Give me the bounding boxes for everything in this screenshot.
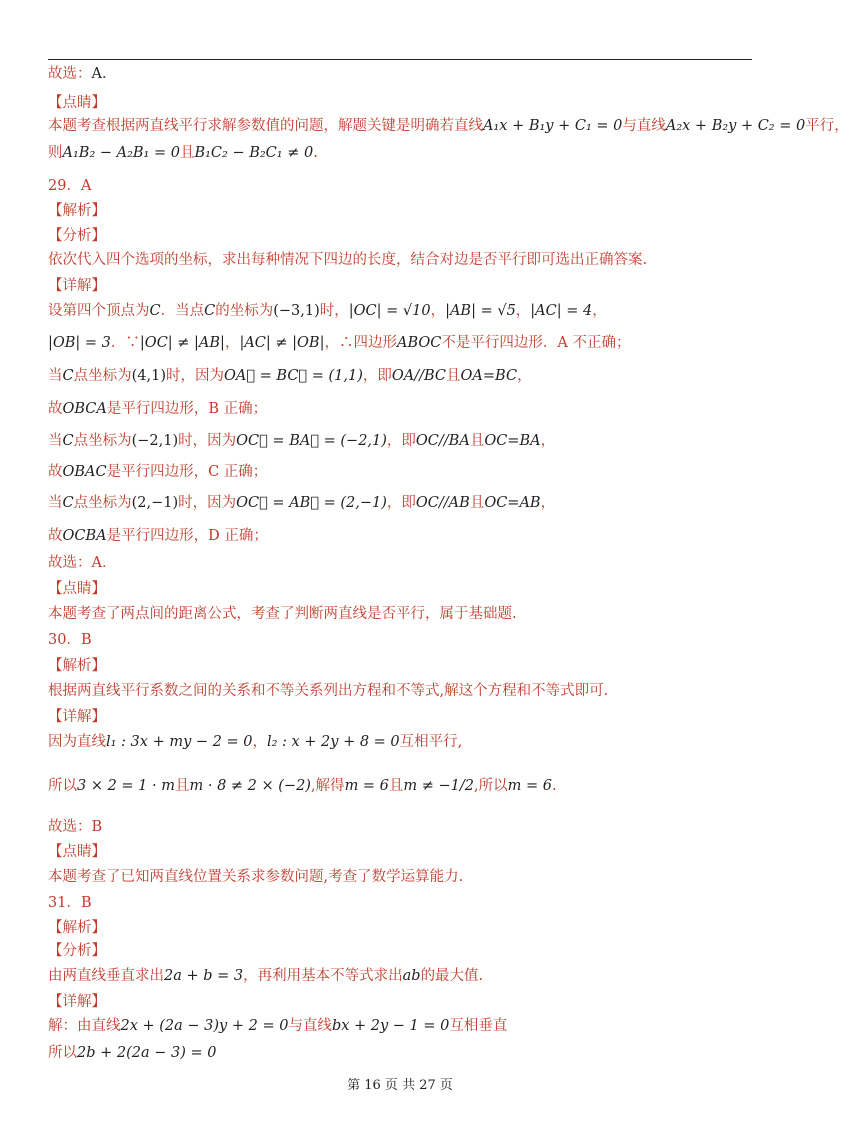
text-segment: 与直线 (288, 1018, 332, 1034)
math-expression: (4,1) (131, 368, 166, 384)
text-segment: 且 (175, 778, 190, 794)
math-expression: 3 × 2 = 1 · m (77, 778, 175, 794)
text-segment: 时，因为 (165, 368, 224, 384)
text-segment: 【点睛】 (48, 581, 106, 597)
math-expression: OC⃗ = BA⃗ = (−2,1) (236, 433, 387, 449)
math-expression: A₂x + B₂y + C₂ = 0 (665, 118, 806, 134)
text-segment: 所以 (48, 1045, 77, 1061)
page-footer: 第 16 页 共 27 页 (347, 1078, 453, 1093)
text-segment: 【详解】 (48, 994, 106, 1010)
math-expression: OC//AB (415, 495, 470, 511)
text-segment: 则 (48, 145, 63, 161)
text-line (48, 966, 483, 986)
text-segment: 的最大值. (420, 968, 484, 984)
text-segment: 【解析】 (48, 658, 106, 674)
text-segment: 故 (48, 528, 63, 544)
text-segment: 【详解】 (48, 709, 106, 725)
text-segment: 根据两直线平行系数之间的关系和不等关系列出方程和不等式,解这个方程和不等式即可. (48, 683, 609, 699)
text-line (48, 867, 463, 887)
math-expression: A₁x + B₁y + C₁ = 0 (483, 118, 623, 134)
text-segment: 是平行四边形，B 正确； (106, 401, 268, 417)
text-segment: 依次代入四个选项的坐标，求出每种情况下四边的长度，结合对边是否平行即可选出正确答案. (48, 252, 648, 268)
text-line (48, 842, 106, 862)
text-line (48, 1016, 507, 1036)
math-expression: C (149, 303, 161, 319)
text-line (48, 493, 555, 513)
text-line (48, 116, 849, 136)
text-segment: 由两直线垂直求出 (48, 968, 164, 984)
text-segment: 【分析】 (48, 943, 106, 959)
math-expression: OBCA (62, 401, 107, 417)
text-segment: ， (540, 495, 556, 511)
text-line (48, 681, 608, 701)
text-line (48, 817, 102, 837)
math-expression: |OC| ≠ |AB| (139, 335, 225, 351)
math-expression: (−3,1) (273, 303, 320, 319)
text-segment: ， (517, 368, 532, 384)
header-rule (48, 59, 752, 60)
math-expression: m · 8 ≠ 2 × (−2) (189, 778, 311, 794)
text-line (48, 399, 267, 419)
text-line (48, 526, 268, 546)
text-line (48, 732, 462, 752)
text-line (48, 992, 106, 1012)
math-expression: B₁C₂ − B₂C₁ ≠ 0 (194, 145, 314, 161)
math-expression: |OC| = √10 (348, 303, 431, 319)
text-line (48, 630, 92, 650)
text-segment: 【详解】 (48, 278, 106, 294)
text-segment: 点坐标为 (73, 495, 132, 511)
text-line (48, 333, 630, 353)
math-expression: OC//BA (415, 433, 470, 449)
text-segment: ，即 (386, 495, 416, 511)
math-expression: ABOC (396, 335, 442, 351)
text-segment: 当 (48, 368, 63, 384)
math-expression: OBAC (62, 464, 107, 480)
text-segment: 且 (469, 433, 485, 449)
text-segment: 的坐标为 (215, 303, 274, 319)
math-expression: C (62, 433, 74, 449)
math-expression: 2a + b = 3 (164, 968, 244, 984)
text-segment: ， (224, 335, 240, 351)
text-segment: 且 (179, 145, 195, 161)
text-segment: 设第四个顶点为 (48, 303, 150, 319)
text-line (48, 64, 116, 84)
text-line (48, 579, 106, 599)
text-segment: ，再利用基本不等式求出 (243, 968, 403, 984)
text-segment: 故 (48, 401, 63, 417)
text-line (48, 226, 106, 246)
text-segment: 当 (48, 495, 63, 511)
text-segment: 且 (388, 778, 404, 794)
text-line (48, 656, 106, 676)
text-segment: 是平行四边形，D 正确； (106, 528, 268, 544)
math-expression: OA//BC (391, 368, 447, 384)
math-expression: |AB| = √5 (445, 303, 516, 319)
text-line (48, 431, 555, 451)
text-segment: ，∴四边形 (324, 335, 397, 351)
math-expression: 2x + (2a − 3)y + 2 = 0 (120, 1018, 289, 1034)
text-segment: 时，因为 (178, 495, 237, 511)
text-line (48, 1043, 216, 1063)
math-expression: OA=BC (460, 368, 518, 384)
math-expression: (−2,1) (131, 433, 179, 449)
text-segment: 与直线 (622, 118, 666, 134)
text-segment: 故选：B (48, 819, 103, 835)
text-line (48, 604, 517, 624)
text-line (48, 776, 557, 796)
text-segment: 故选： (48, 66, 92, 82)
math-expression: m ≠ −1/2 (403, 778, 475, 794)
text-segment: 点坐标为 (73, 368, 132, 384)
math-expression: l₂ : x + 2y + 8 = 0 (266, 734, 400, 750)
text-segment: ，即 (362, 368, 392, 384)
text-segment: 31．B (48, 895, 92, 911)
math-expression: OC=BA (484, 433, 541, 449)
text-line (48, 366, 532, 386)
text-segment: 【解析】 (48, 203, 106, 219)
math-expression: C (204, 303, 216, 319)
text-segment: 本题考查了已知两直线位置关系求参数问题,考查了数学运算能力. (48, 869, 464, 885)
text-segment: ，即 (386, 433, 416, 449)
text-segment: 29．A (48, 178, 92, 194)
text-segment: 不是平行四边形．A 不正确； (441, 335, 631, 351)
text-segment: 当 (48, 433, 63, 449)
text-line (48, 918, 106, 938)
text-line (48, 93, 106, 113)
text-line (48, 250, 647, 270)
math-expression: C (62, 495, 74, 511)
math-expression: ab (402, 968, 421, 984)
text-segment: 故 (48, 464, 63, 480)
math-expression: m = 6 (507, 778, 552, 794)
text-segment: . (313, 145, 318, 161)
text-segment: 本题考查根据两直线平行求解参数值的问题，解题关键是明确若直线 (48, 118, 483, 134)
text-segment: 且 (446, 368, 461, 384)
text-line (48, 893, 92, 913)
math-expression: |OB| = 3 (48, 335, 111, 351)
text-line (48, 707, 106, 727)
text-line (48, 941, 106, 961)
math-expression: OC⃗ = AB⃗ = (2,−1) (236, 495, 387, 511)
text-segment: ， (515, 303, 531, 319)
text-segment: ， (252, 734, 267, 750)
text-segment: ．当点 (160, 303, 205, 319)
math-expression: m = 6 (344, 778, 389, 794)
text-segment: 互相平行, (399, 734, 463, 750)
text-line (48, 462, 267, 482)
text-segment: 【点睛】 (48, 844, 106, 860)
text-segment: 【解析】 (48, 920, 106, 936)
text-segment: 故选：A． (48, 555, 117, 571)
math-expression: A₁B₂ − A₂B₁ = 0 (62, 145, 180, 161)
text-segment: 因为直线 (48, 734, 106, 750)
text-segment: ， (540, 433, 556, 449)
text-segment: 互相垂直 (449, 1018, 508, 1034)
math-expression: l₁ : 3x + my − 2 = 0 (106, 734, 253, 750)
text-segment: 且 (469, 495, 485, 511)
math-expression: OA⃗ = BC⃗ = (1,1) (223, 368, 363, 384)
text-segment: 时， (319, 303, 349, 319)
text-segment: ， (430, 303, 446, 319)
text-segment: 【点睛】 (48, 95, 106, 111)
math-expression: (2,−1) (131, 495, 179, 511)
text-segment: A． (91, 66, 117, 82)
math-expression: OC=AB (484, 495, 541, 511)
text-segment: ．∵ (110, 335, 140, 351)
math-expression: OCBA (62, 528, 107, 544)
math-expression: bx + 2y − 1 = 0 (331, 1018, 450, 1034)
text-segment: 平行， (805, 118, 849, 134)
text-segment: 是平行四边形，C 正确； (106, 464, 268, 480)
text-line (48, 553, 116, 573)
text-line (48, 276, 106, 296)
text-line (48, 143, 318, 163)
math-expression: 2b + 2(2a − 3) = 0 (77, 1045, 217, 1061)
text-line (48, 201, 106, 221)
math-expression: |AC| ≠ |OB| (239, 335, 325, 351)
text-segment: ， (592, 303, 607, 319)
text-line (48, 176, 91, 196)
text-segment: . (551, 778, 557, 794)
text-segment: 【分析】 (48, 228, 106, 244)
text-segment: ,解得 (310, 778, 345, 794)
math-expression: |AC| = 4 (530, 303, 593, 319)
text-segment: 时，因为 (178, 433, 237, 449)
text-line (48, 301, 607, 321)
text-segment: 所以 (48, 778, 77, 794)
text-segment: 本题考查了两点间的距离公式，考查了判断两直线是否平行，属于基础题. (48, 606, 517, 622)
text-segment: 30．B (48, 632, 92, 648)
text-segment: ,所以 (474, 778, 508, 794)
math-expression: C (62, 368, 74, 384)
text-segment: 解：由直线 (48, 1018, 121, 1034)
text-segment: 点坐标为 (73, 433, 132, 449)
